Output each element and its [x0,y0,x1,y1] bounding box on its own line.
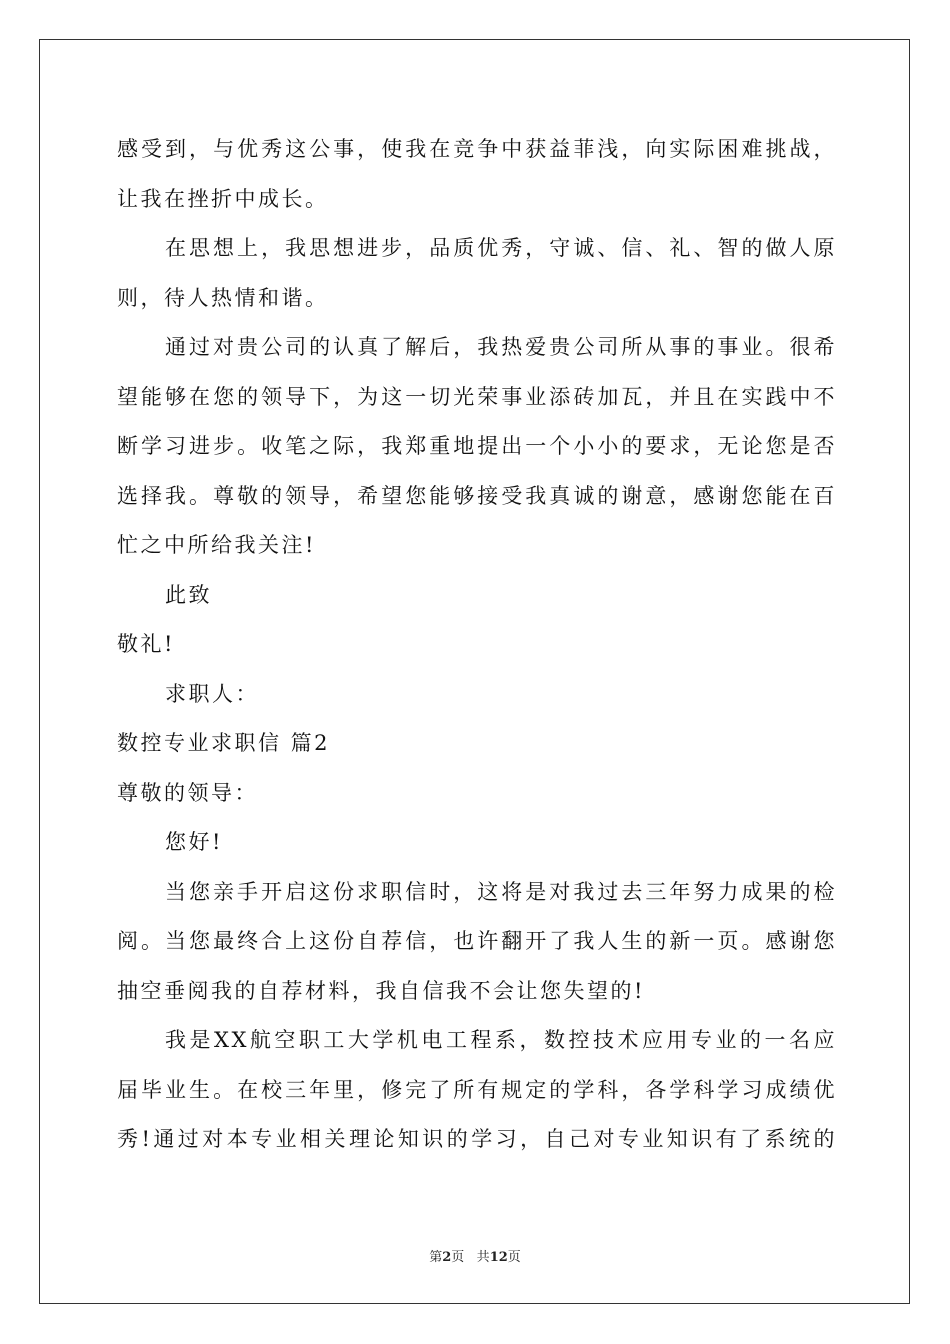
greeting: 您好! [165,830,223,854]
page-footer [0,1246,950,1265]
paragraph-line: 阅。当您最终合上这份自荐信，也许翻开了我人生的新一页。感谢您 [117,929,837,953]
paragraph-line: 秀!通过对本专业相关理论知识的学习，自己对专业知识有了系统的 [117,1127,837,1151]
salutation: 尊敬的领导： [117,780,258,805]
paragraph-line: 感受到，与优秀这公事，使我在竞争中获益菲浅，向实际困难挑战， [117,137,837,161]
paragraph-line: 我是XX航空职工大学机电工程系，数控技术应用专业的一名应 [165,1028,837,1052]
total-suffix: 页 [507,1250,521,1265]
paragraph-line: 当您亲手开启这份求职信时，这将是对我过去三年努力成果的检 [165,879,837,904]
paragraph-line: 选择我。尊敬的领导，希望您能够接受我真诚的谢意，感谢您能在百 [117,483,837,508]
page-prefix: 第 [429,1250,443,1265]
paragraph-line: 届毕业生。在校三年里，修完了所有规定的学科，各学科学习成绩优 [117,1077,837,1102]
paragraph-line: 则，待人热情和谐。 [117,285,329,310]
paragraph-line: 让我在挫折中成长。 [117,186,329,211]
signature-label: 求职人： [165,681,259,706]
total-pages: 12 [489,1250,508,1265]
paragraph-line: 抽空垂阅我的自荐材料，我自信我不会让您失望的! [117,978,645,1003]
paragraph-line: 忙之中所给我关注! [117,533,316,557]
page-number: 2 [442,1250,452,1265]
paragraph-line: 在思想上，我思想进步，品质优秀，守诚、信、礼、智的做人原 [165,236,837,260]
paragraph-line: 断学习进步。收笔之际，我郑重地提出一个小小的要求，无论您是否 [117,434,837,458]
closing-line: 此致 [165,582,212,607]
page-suffix: 页 [451,1250,465,1265]
total-prefix: 共 [476,1250,490,1265]
paragraph-line: 望能够在您的领导下，为这一切光荣事业添砖加瓦，并且在实践中不 [117,384,837,409]
section-heading: 数控专业求职信 篇2 [117,731,331,755]
paragraph-line: 通过对贵公司的认真了解后，我热爱贵公司所从事的事业。很希 [165,335,837,359]
document-body [117,125,837,1165]
closing-salute: 敬礼! [117,632,175,656]
